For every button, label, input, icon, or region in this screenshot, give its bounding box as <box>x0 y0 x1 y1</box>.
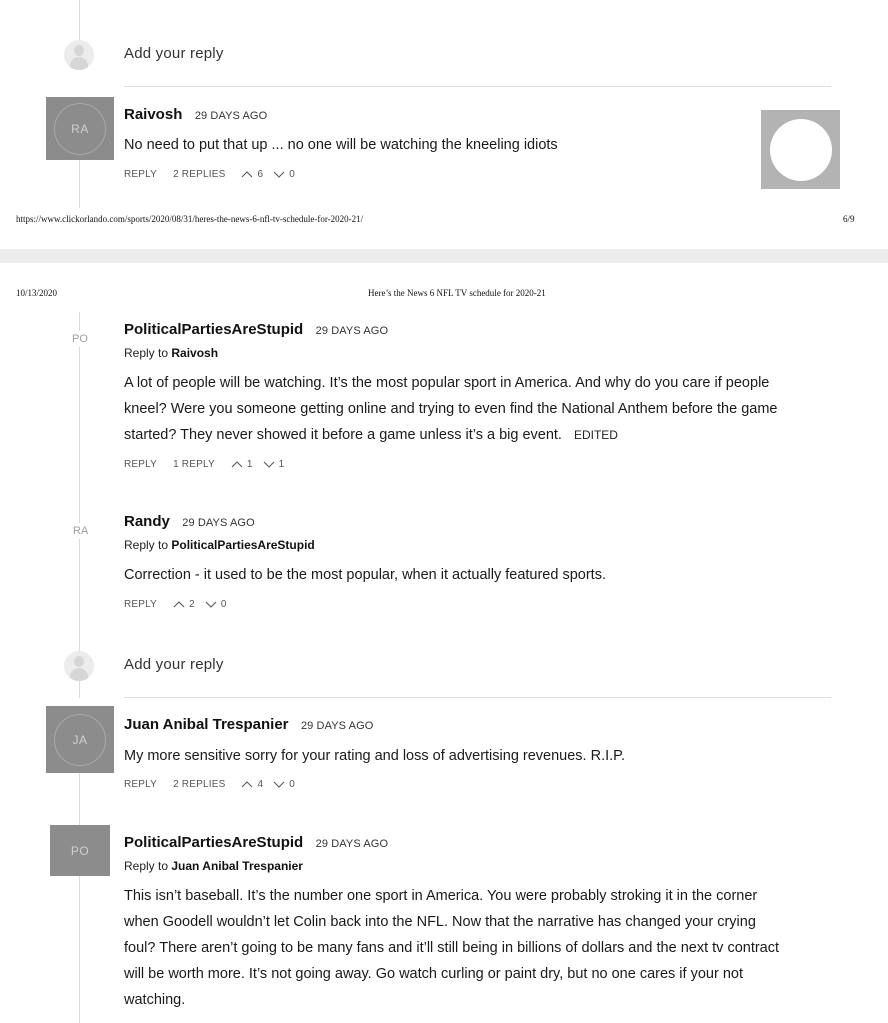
downvote-count: 0 <box>289 779 295 790</box>
avatar-body-shape <box>70 668 88 681</box>
downvote-button[interactable] <box>273 779 295 790</box>
comment-timestamp: 29 DAYS AGO <box>182 517 255 529</box>
comment-author[interactable]: Juan Anibal Trespanier <box>124 716 289 733</box>
comment-actions <box>124 779 305 790</box>
downvote-button[interactable] <box>263 459 285 470</box>
chevron-down-icon <box>273 781 285 788</box>
comment-actions <box>124 459 294 470</box>
comment-timestamp: 29 DAYS AGO <box>315 838 389 850</box>
reply-button[interactable]: REPLY <box>124 169 158 180</box>
avatar-initials: PO <box>72 333 88 345</box>
comment-timestamp: 29 DAYS AGO <box>194 110 268 122</box>
avatar <box>50 825 110 876</box>
avatar <box>46 706 114 773</box>
downvote-button[interactable] <box>205 599 227 610</box>
print-header-date: 10/13/2020 <box>16 288 58 298</box>
comment-text <box>124 370 824 448</box>
thread-line <box>79 773 80 1023</box>
reply-button[interactable]: REPLY <box>124 459 158 470</box>
comment-text-line: when Goodell wouldn’t let Colin back into the NFL. Now that the narrative has changed your crying <box>124 914 756 930</box>
comment-text: My more sensitive sorry for your rating and loss of advertising revenues. R.I.P. <box>124 748 626 764</box>
comment-text-line: This isn’t baseball. It’s the number one sport in America. You were probably stroking it in the corner <box>124 888 758 904</box>
divider <box>124 86 831 87</box>
upvote-button[interactable] <box>231 459 253 470</box>
replies-toggle[interactable]: 2 REPLIES <box>173 779 226 790</box>
comment-text: No need to put that up ... no one will be watching the kneeling idiots <box>124 137 558 153</box>
avatar-head-shape <box>74 45 84 56</box>
edited-badge: EDITED <box>573 428 618 442</box>
comment-text-line <box>124 422 824 448</box>
reply-to-line <box>124 346 218 360</box>
comment-text: Correction - it used to be the most popular, when it actually featured sports. <box>124 567 606 583</box>
print-header-title: Here’s the News 6 NFL TV schedule for 2020-21 <box>368 288 546 298</box>
comment-text-line: watching. <box>124 992 186 1008</box>
comment-actions <box>124 169 305 180</box>
comment-header <box>124 321 388 339</box>
add-reply-input[interactable]: Add your reply <box>124 656 224 673</box>
avatar <box>46 97 114 160</box>
reply-to-line <box>124 538 315 552</box>
chevron-up-icon <box>241 781 253 788</box>
user-placeholder-avatar <box>64 651 94 681</box>
downvote-count: 0 <box>289 169 295 180</box>
comment-author[interactable]: Raivosh <box>124 106 183 123</box>
comment-header <box>124 106 267 124</box>
comment-header <box>124 513 255 531</box>
comment-text-line: A lot of people will be watching. It’s the most popular sport in America. And why do you care if people <box>124 375 770 391</box>
chevron-up-icon <box>241 171 253 178</box>
avatar-initials: RA <box>71 121 89 136</box>
comment-text-line: foul? There aren’t going to be many fans and it’ll still being in billions of dollars and the next tv contract <box>124 940 780 956</box>
upvote-button[interactable] <box>241 169 263 180</box>
comment-header <box>124 834 388 852</box>
comment-text <box>124 883 834 1013</box>
downvote-count: 0 <box>220 599 227 610</box>
page-break <box>0 249 888 263</box>
reply-button[interactable]: REPLY <box>124 599 158 610</box>
user-placeholder-avatar <box>64 40 94 70</box>
chevron-down-icon <box>205 601 217 608</box>
comment-text-line: will be worth more. It’s not going away. Go watch curling or paint dry, but no one cares if your not <box>124 966 743 982</box>
upvote-button[interactable] <box>241 779 263 790</box>
comment-actions <box>124 599 237 610</box>
print-footer-page: 6/9 <box>843 214 855 224</box>
thumbnail-circle <box>770 119 832 181</box>
comment-header <box>124 716 373 734</box>
reply-to-prefix: Reply to <box>124 538 169 552</box>
upvote-button[interactable] <box>173 599 195 610</box>
reply-to-author[interactable]: Raivosh <box>171 346 219 360</box>
avatar-head-shape <box>74 656 84 667</box>
thread-line <box>79 160 80 208</box>
add-reply-input[interactable]: Add your reply <box>124 45 224 62</box>
chevron-up-icon <box>231 461 243 468</box>
comment-text-line: kneel? Were you someone getting online and trying to even find the National Anthem before the game <box>124 401 778 417</box>
replies-toggle[interactable]: 1 REPLY <box>173 459 215 470</box>
reply-button[interactable]: REPLY <box>124 779 158 790</box>
thread-line <box>79 312 80 698</box>
comment-text-line-content: started? They never showed it before a game unless it’s a big event. <box>124 427 562 443</box>
upvote-count: 4 <box>257 779 264 790</box>
divider <box>124 697 831 698</box>
comment-timestamp: 29 DAYS AGO <box>300 720 374 732</box>
avatar-initials: RA <box>73 525 89 537</box>
thumbnail-image <box>761 110 840 189</box>
print-footer-url: https://www.clickorlando.com/sports/2020/08/31/heres-the-news-6-nfl-tv-schedule-for-2020-21/ <box>16 214 364 224</box>
avatar-initials: JA <box>72 732 88 747</box>
reply-to-line <box>124 859 303 873</box>
avatar-initials: PO <box>70 843 90 858</box>
avatar-body-shape <box>70 57 88 70</box>
reply-to-author[interactable]: Juan Anibal Trespanier <box>171 859 303 873</box>
replies-toggle[interactable]: 2 REPLIES <box>173 169 226 180</box>
downvote-button[interactable] <box>273 169 295 180</box>
downvote-count: 1 <box>278 459 285 470</box>
comment-timestamp: 29 DAYS AGO <box>315 325 389 337</box>
upvote-count: 1 <box>246 459 253 470</box>
upvote-count: 2 <box>189 599 195 610</box>
comment-author[interactable]: Randy <box>124 513 170 530</box>
chevron-up-icon <box>173 601 185 608</box>
reply-to-prefix: Reply to <box>124 859 169 873</box>
comment-author[interactable]: PoliticalPartiesAreStupid <box>124 321 304 338</box>
chevron-down-icon <box>273 171 285 178</box>
reply-to-author[interactable]: PoliticalPartiesAreStupid <box>171 538 315 552</box>
upvote-count: 6 <box>257 169 264 180</box>
comment-author[interactable]: PoliticalPartiesAreStupid <box>124 834 304 851</box>
thread-line <box>79 0 80 40</box>
reply-to-prefix: Reply to <box>124 346 169 360</box>
chevron-down-icon <box>263 461 275 468</box>
